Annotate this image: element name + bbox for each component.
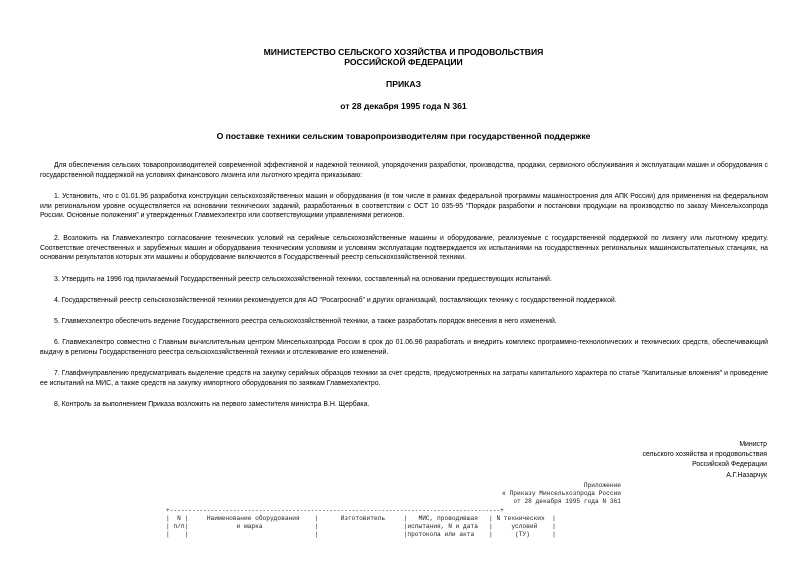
table-header-row-3: | | | |протокола или акта | (ТУ) | <box>166 531 556 538</box>
paragraph-1: 1. Установить, что с 01.01.96 разработка конструкции сельскохозяйственных машин и оборудования (в том числе в рамках федеральной программы машиностроения для АПК России) для применения на федеральном или региональном уровне осуществляется на основании технических заданий, разработанных в соответствии с ОСТ 10 035-95 "Порядок разработки и постановки продукции на производство по заказу Минсельхозпрода России. Основные положения" и утвержденных Главмехэлектро или соответствующими управлениями регионов. <box>40 193 768 220</box>
signature-name: А.Г.Назарчук <box>726 472 767 479</box>
paragraph-6: 6. Главмехэлектро совместно с Главным вычислительным центром Минсельхозпрода России в срок до 01.06.96 разработать и внедрить комплекс программно-технологических и технических средств, обеспечивающий выдачу в регионы Государственного реестра сельскохозяйственной техники и отслеживание его изменений. <box>40 339 768 356</box>
doc-date-number: от 28 декабря 1995 года N 361 <box>340 101 467 111</box>
paragraph-8: 8. Контроль за выполнением Приказа возложить на первого заместителя министра В.Н. Щербака. <box>54 401 370 408</box>
ministry-line-2: РОССИЙСКОЙ ФЕДЕРАЦИИ <box>344 57 463 67</box>
doc-title: О поставке техники сельским товаропроизводителям при государственной поддержке <box>216 131 591 141</box>
paragraph-3: 3. Утвердить на 1996 год прилагаемый Государственный реестр сельскохозяйственной техники, составленный на основании предшествующих испытаний. <box>54 276 552 283</box>
appendix-date: от 28 декабря 1995 года N 361 <box>513 498 621 505</box>
table-border: +-----------------------------------------------------------------------------------------+ <box>166 507 504 514</box>
paragraph-7: 7. Главфинуправлению предусматривать выделение средств на закупку серийных образцов техники за счет средств, предусмотренных на затраты капитального характера по статье "Капитальные вложения" и проведение ее испытаний на МИС, а также средств на закупку импортного оборудования по заявкам Главмехэлектро. <box>40 370 768 387</box>
appendix-ref: к Приказу Минсельхозпрода России <box>502 490 621 497</box>
signature-country: Российской Федерации <box>692 461 767 468</box>
paragraph-5: 5. Главмехэлектро обеспечить ведение Государственного реестра сельскохозяйственной техники, а также разработать порядок внесения в него изменений. <box>54 318 557 325</box>
table-header-row-1: | N | Наименование оборудования | Изготовитель | МИС, проводившая | N технических | <box>166 515 556 522</box>
paragraph-4: 4. Государственный реестр сельскохозяйственной техники рекомендуется для АО "Росагроснаб" и других организаций, поставляющих технику с государственной поддержкой. <box>54 297 617 304</box>
paragraph-2: 2. Возложить на Главмехэлектро согласование технических условий на серийные сельскохозяйственные машины и оборудование, реализуемые с государственной поддержкой по лизингу или льготному кредиту. Соответствие отечественных и зарубежных машин и оборудования техническим условиям и условиям эксплуатации подтверждается их испытаниями на государственных региональных машиноиспытательных станциях, на основании результатов которых эти машины и оборудование включаются в Государственный реестр сельскохозяйственной техники. <box>40 235 768 262</box>
doc-type: ПРИКАЗ <box>386 79 421 89</box>
table-header-row-2: | п/п| и марка | |испытания, N и дата | условий | <box>166 523 556 530</box>
appendix-label: Приложение <box>583 482 621 489</box>
signature-ministry: сельского хозяйства и продовольствия <box>642 451 767 458</box>
signature-title: Министр <box>739 441 767 448</box>
paragraph-intro: Для обеспечения сельских товаропроизводителей современной эффективной и надежной техникой, упорядочения разработки, производства, продажи, сервисного обслуживания и эксплуатации машин и оборудования с государственной поддержкой на условиях финансового лизинга или льготного кредита приказываю: <box>40 162 768 179</box>
ministry-line-1: МИНИСТЕРСТВО СЕЛЬСКОГО ХОЗЯЙСТВА И ПРОДОВОЛЬСТВИЯ <box>263 47 544 57</box>
